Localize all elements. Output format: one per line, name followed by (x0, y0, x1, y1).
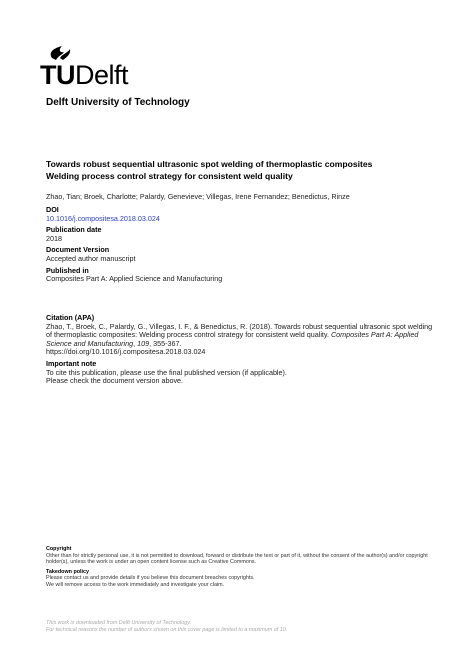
citation-text (46, 323, 436, 357)
important-note-line-1: To cite this publication, please use the final published version (if applicable). (46, 367, 287, 377)
paper-title (46, 158, 446, 182)
title-line-2: Welding process control strategy for consistent weld quality (46, 171, 293, 181)
title-line-1: Towards robust sequential ultrasonic spot welding of thermoplastic composites (46, 159, 373, 169)
document-version-label: Document Version (46, 245, 110, 255)
takedown-line-2: We will remove access to the work immediately and investigate your claim. (46, 581, 225, 588)
logo-delft: Delft (75, 60, 129, 90)
citation-volume: 109 (137, 338, 150, 348)
doi-link[interactable]: 10.1016/j.compositesa.2018.03.024 (46, 213, 160, 223)
university-name: Delft University of Technology (46, 97, 190, 108)
citation-url[interactable]: https://doi.org/10.1016/j.compositesa.2018.03.024 (46, 347, 206, 357)
citation-journal: Composites Part A: Applied Science and Manufacturing (46, 330, 419, 348)
citation-block (46, 314, 436, 389)
publication-date-value: 2018 (46, 233, 62, 243)
copyright-label: Copyright (46, 546, 72, 552)
important-note-label: Important note (46, 358, 97, 368)
tu-delft-logo (40, 60, 128, 90)
download-notice (46, 620, 376, 633)
citation-label: Citation (APA) (46, 313, 95, 322)
citation-main: Zhao, T., Broek, C., Palardy, G., Villegas, I. F., & Benedictus, R. (2018). Towards robust sequential ultrasonic spot welding of thermoplastic composites: Welding process control strategy for consistent weld quality. (46, 321, 433, 340)
doi-label: DOI (46, 205, 59, 214)
published-in-label: Published in (46, 265, 89, 275)
document-version-value: Accepted author manuscript (46, 253, 136, 263)
copyright-text: Other than for strictly personal use, it is not permitted to download, forward or distribute the text or part of it, without the consent of the author(s) and/or copyright holder(s), unless the work is under an open content license such as Creative Commons. (46, 552, 428, 566)
takedown-line-1: Please contact us and provide details if you believe this document breaches copyrights. (46, 575, 255, 582)
important-note-text (46, 369, 436, 386)
important-note-line-2: Please check the document version above. (46, 376, 184, 386)
takedown-text (46, 575, 436, 588)
legal-footer (46, 546, 436, 592)
download-notice-line-1: This work is downloaded from Delft University of Technology. (46, 620, 192, 626)
download-notice-line-2: For technical reasons the number of authors shown on this cover page is limited to a maximum of 10. (46, 626, 288, 633)
published-in-value: Composites Part A: Applied Science and Manufacturing (46, 274, 223, 284)
citation-pages: , 355-367. (149, 338, 182, 348)
author-list: Zhao, Tian; Broek, Charlotte; Palardy, Genevieve; Villegas, Irene Fernandez; Benedictus, Rinze (46, 192, 350, 201)
takedown-label: Takedown policy (46, 568, 90, 575)
publication-date-label: Publication date (46, 225, 102, 235)
metadata-block (46, 206, 446, 287)
citation-sep: , (133, 338, 138, 348)
logo-tu: TU (40, 60, 75, 90)
